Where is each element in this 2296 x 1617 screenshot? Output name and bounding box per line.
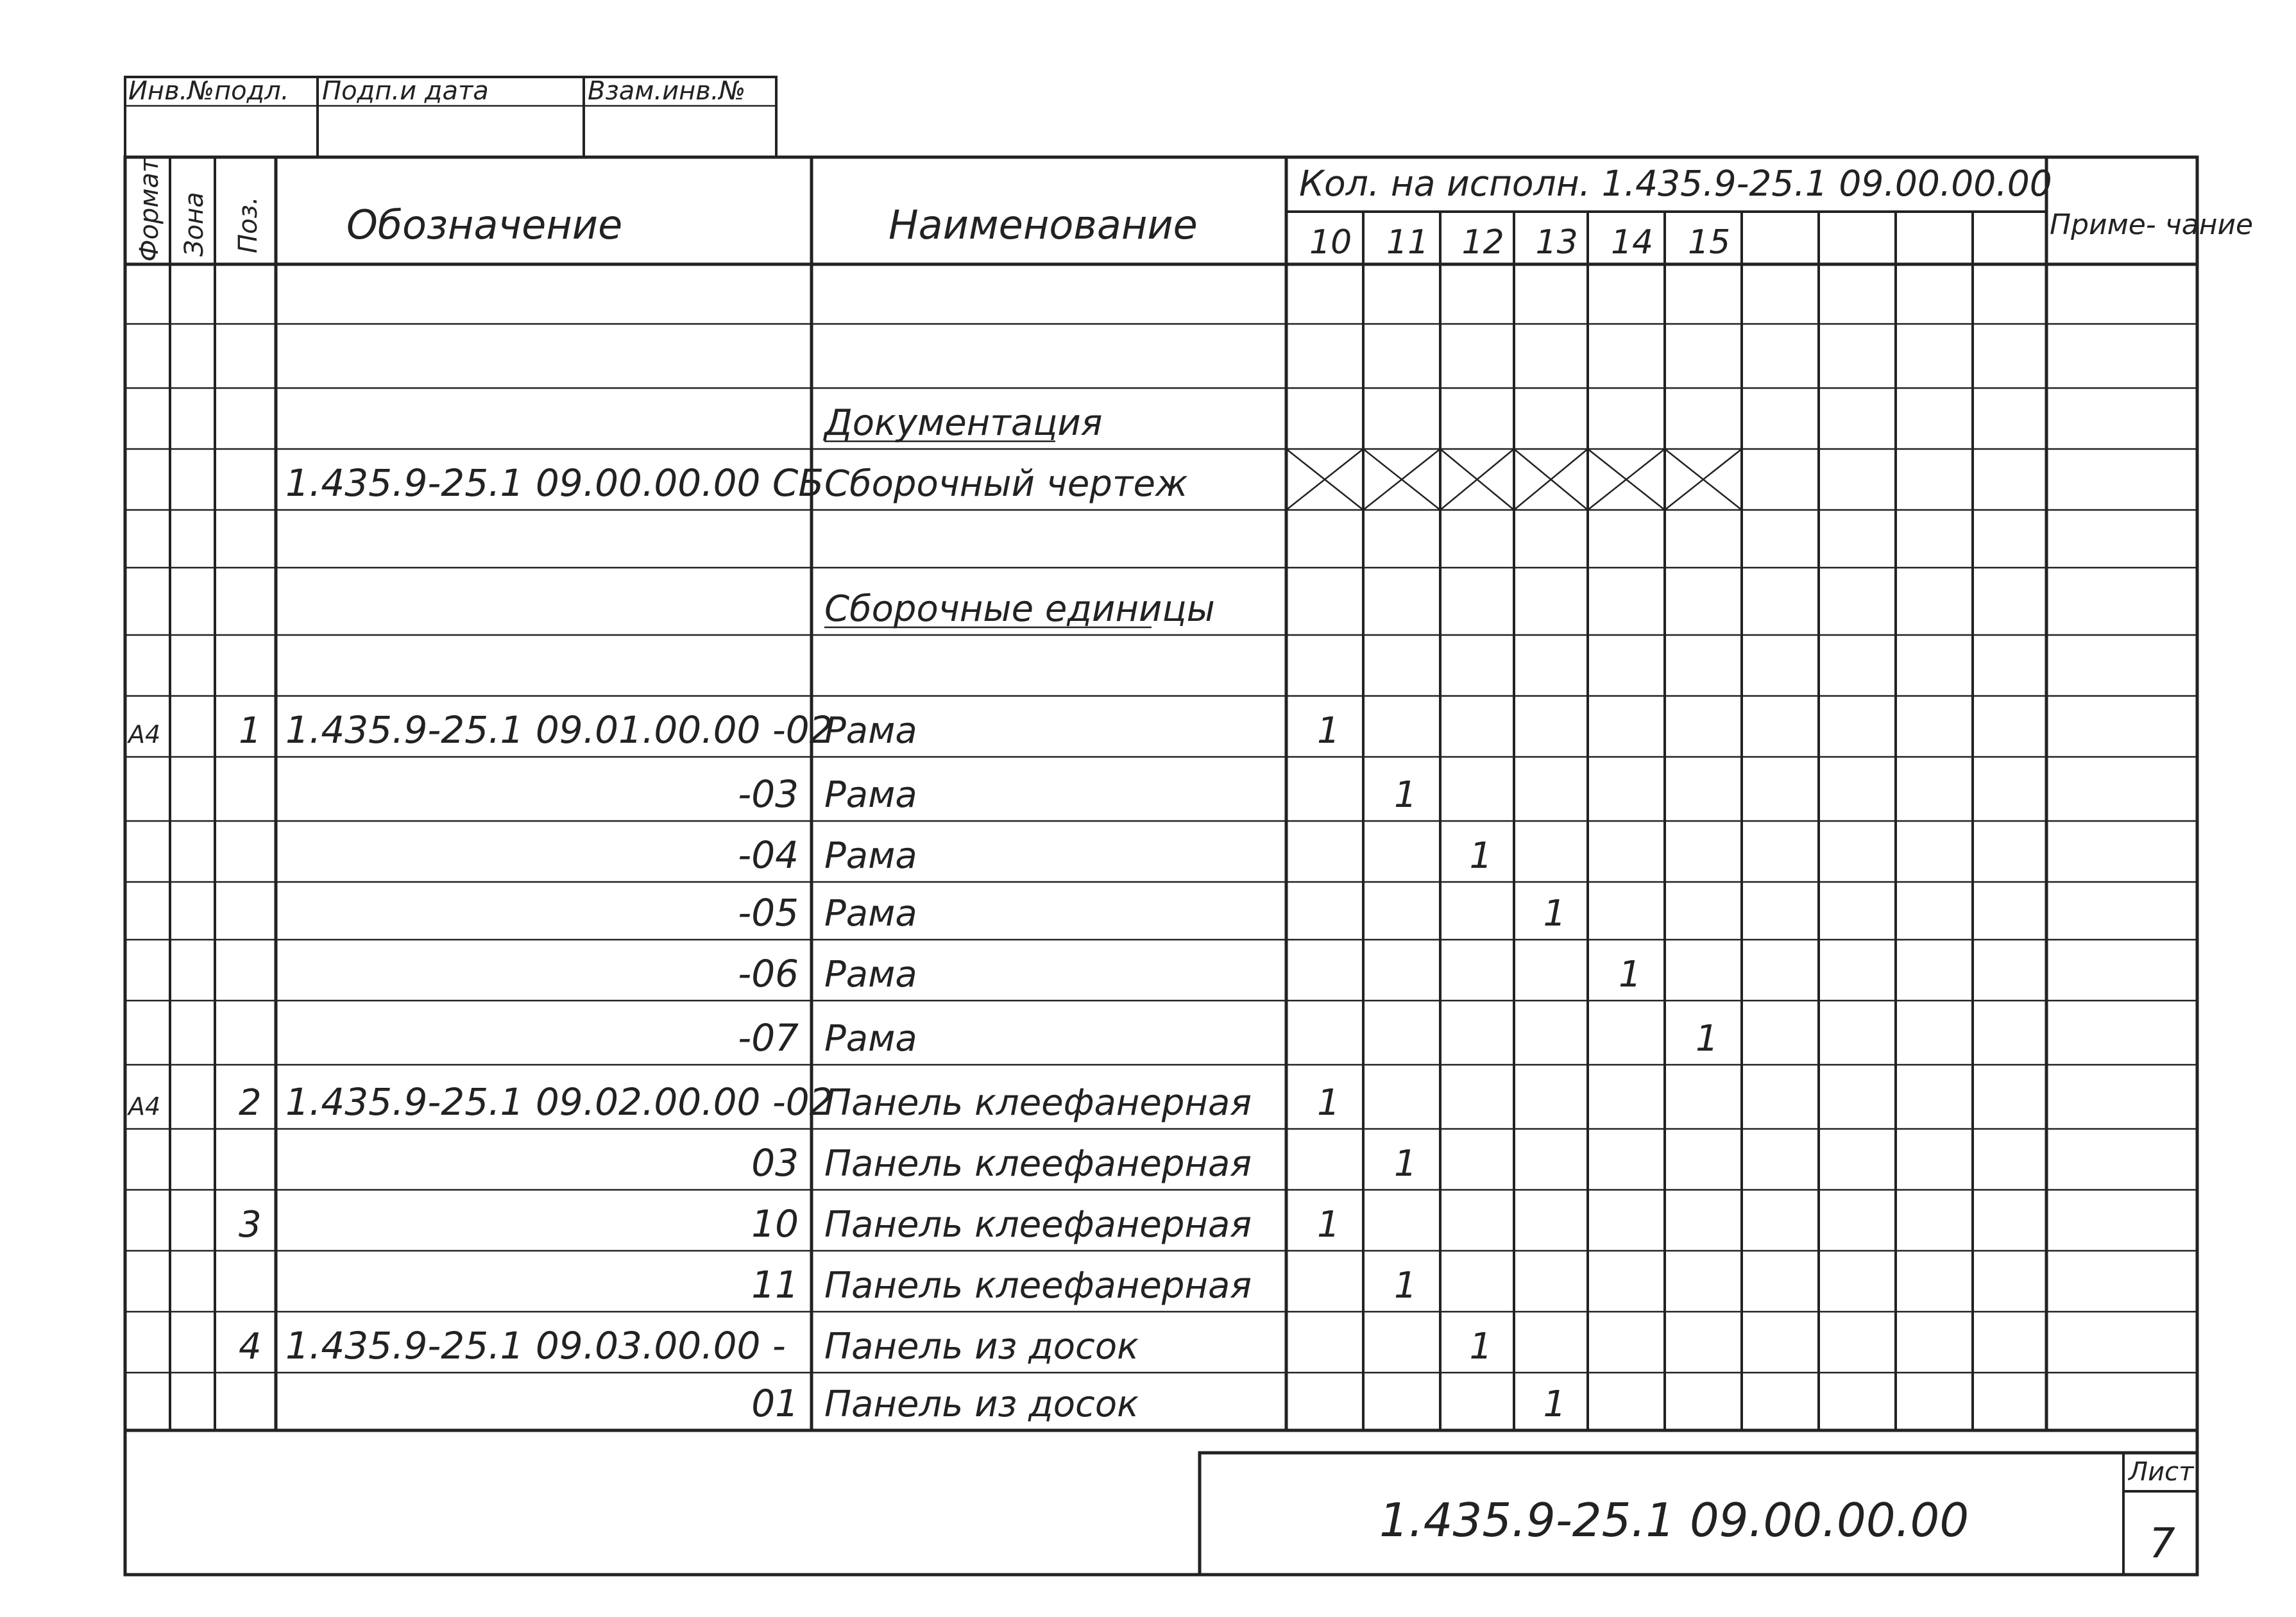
row-name: Рама (824, 954, 917, 995)
execution-header: 11 (1386, 223, 1429, 262)
title-block (1200, 1453, 2197, 1575)
row-name: Сборочные единицы (824, 588, 1215, 630)
row-qty: 1 (1317, 1204, 1340, 1246)
header-format: Формат (135, 157, 164, 262)
header-notes: Приме- чание (2050, 208, 2254, 241)
execution-headers (1309, 223, 1730, 262)
table-rows (126, 402, 1742, 1425)
row-qty: 1 (1317, 1082, 1340, 1124)
row-qty: 1 (1469, 1326, 1493, 1367)
row-qty: 1 (1543, 1384, 1567, 1425)
row-qty: 1 (1619, 954, 1642, 995)
row-qty: 1 (1394, 1265, 1417, 1307)
row-designation: -03 (738, 772, 799, 816)
row-name: Рама (824, 710, 917, 752)
header-name: Наименование (889, 201, 1198, 248)
table-row (738, 1016, 1718, 1060)
row-qty: 1 (1696, 1018, 1719, 1060)
row-designation: 1.435.9-25.1 09.02.00.00 -02 (285, 1080, 833, 1124)
document-code: 1.435.9-25.1 09.00.00.00 (1379, 1493, 1969, 1547)
row-name: Панель из досок (824, 1384, 1139, 1425)
execution-header: 14 (1611, 223, 1654, 262)
row-format: А4 (128, 720, 161, 749)
table-row (751, 1141, 1416, 1185)
row-position: 1 (239, 710, 262, 752)
table-row (738, 772, 1416, 816)
row-designation: 01 (751, 1382, 799, 1425)
row-name: Панель клеефанерная (824, 1082, 1252, 1124)
row-qty: 1 (1394, 1143, 1417, 1185)
execution-header: 13 (1535, 223, 1578, 262)
row-position: 2 (239, 1082, 262, 1124)
stamp-inv-label: Инв.№подл. (128, 76, 289, 106)
row-designation: 1.435.9-25.1 09.03.00.00 - (285, 1324, 786, 1367)
row-designation: 10 (751, 1202, 799, 1246)
stamp-strip (125, 76, 776, 157)
row-qty: 1 (1317, 710, 1340, 752)
row-position: 3 (239, 1204, 262, 1246)
row-name: Сборочный чертеж (824, 463, 1188, 505)
table-row (738, 891, 1566, 935)
sheet-number: 7 (2149, 1520, 2175, 1568)
table-header (135, 157, 2253, 262)
table-row (285, 449, 1742, 510)
row-name: Панель клеефанерная (824, 1204, 1252, 1246)
row-name: Рама (824, 893, 917, 935)
row-designation: 1.435.9-25.1 09.01.00.00 -02 (285, 708, 833, 752)
sheet-label: Лист (2129, 1457, 2194, 1487)
row-designation: -07 (738, 1016, 799, 1060)
row-designation: 11 (751, 1263, 799, 1307)
table-row (738, 952, 1641, 995)
execution-header: 15 (1688, 223, 1731, 262)
row-qty: 1 (1543, 893, 1567, 935)
header-designation: Обозначение (346, 201, 623, 248)
row-designation: -06 (738, 952, 799, 995)
row-designation: -05 (738, 891, 799, 935)
table-row (239, 1324, 1492, 1367)
header-position: Поз. (234, 196, 263, 253)
stamp-replace-label: Взам.инв.№ (588, 76, 746, 106)
row-name: Рама (824, 1018, 917, 1060)
table-row (126, 1080, 1340, 1124)
row-format: А4 (128, 1092, 161, 1121)
table-row (751, 1382, 1566, 1425)
table-row (738, 833, 1492, 877)
header-zone: Зона (180, 192, 209, 257)
row-name: Панель клеефанерная (824, 1143, 1252, 1185)
row-name: Панель клеефанерная (824, 1265, 1252, 1307)
row-designation: 03 (751, 1141, 799, 1185)
header-qty-title: Кол. на исполн. 1.435.9-25.1 09.00.00.00 (1299, 163, 2052, 204)
row-name: Документация (824, 402, 1103, 444)
table-row (824, 588, 1215, 630)
table-row (126, 708, 1340, 752)
table-row (239, 1202, 1340, 1246)
execution-header: 12 (1461, 223, 1504, 262)
row-qty: 1 (1469, 835, 1493, 877)
row-position: 4 (239, 1326, 262, 1367)
stamp-sign-label: Подп.и дата (322, 76, 489, 106)
row-qty: 1 (1394, 774, 1417, 816)
row-name: Рама (824, 835, 917, 877)
row-designation: 1.435.9-25.1 09.00.00.00 СБ (285, 461, 824, 505)
row-name: Рама (824, 774, 917, 816)
execution-header: 10 (1309, 223, 1352, 262)
table-row (751, 1263, 1416, 1307)
row-name: Панель из досок (824, 1326, 1139, 1367)
table-row (822, 402, 1102, 444)
row-designation: -04 (738, 833, 799, 877)
